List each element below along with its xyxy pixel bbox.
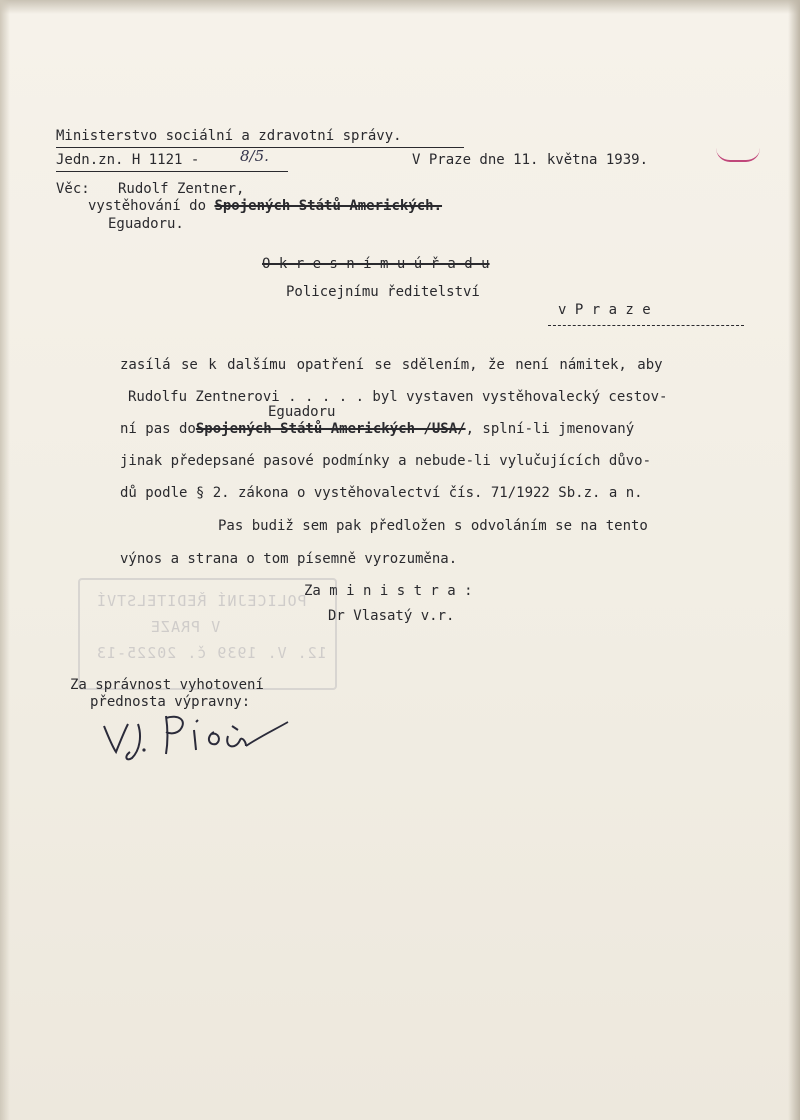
subject-name: Rudolf Zentner, <box>118 181 245 197</box>
body-line-3-prefix: ní pas do <box>120 421 196 437</box>
certification-line-2: přednosta výpravny: <box>90 694 251 710</box>
addressee-city: v P r a z e <box>558 302 651 318</box>
reference-underline <box>56 171 288 172</box>
body-line-3-struck: Spojených Států Amerických /USA/ <box>195 421 466 437</box>
emigration-struck-destination: Spojených Států Amerických. <box>214 198 443 214</box>
ministry-name: Ministerstvo sociální a zdravotní správy. <box>56 128 402 144</box>
reference-number: Jedn.zn. H 1121 - <box>56 152 200 168</box>
stamp-line-3: 12. V. 1939 č. 20225-13 <box>96 644 327 662</box>
minister-signature-name: Dr Vlasatý v.r. <box>328 608 455 624</box>
for-minister: Za m i n i s t r a : <box>304 583 473 599</box>
body-insert-eguadoru: Eguadoru <box>268 404 336 420</box>
body-para2-line-1: Pas budiž sem pak předložen s odvoláním se na tento <box>218 518 648 534</box>
addressee-office: Policejnímu ředitelství <box>286 284 480 300</box>
body-line-3-suffix: , splní-li jmenovaný <box>465 421 635 437</box>
handwritten-signature <box>96 706 296 766</box>
paper-edge-top <box>0 0 800 14</box>
addressee-struck: O k r e s n í m u ú ř a d u <box>262 256 490 272</box>
paper-edge-right <box>788 0 800 1120</box>
body-line-1: zasílá se k dalšímu opatření se sdělením, že není námitek, aby <box>120 357 663 373</box>
emigration-line <box>88 198 442 214</box>
paper-edge-left <box>0 0 10 1120</box>
stamp-line-2: V PRAZE <box>150 618 221 636</box>
handwritten-signature-text: v.z. Píša <box>96 764 102 765</box>
reference-handwritten: 8/5. <box>240 147 269 165</box>
subject-label: Věc: <box>56 181 90 197</box>
body-line-2: Rudolfu Zentnerovi . . . . . byl vystaven vystěhovalecký cestov- <box>128 389 668 405</box>
body-line-5: dů podle § 2. zákona o vystěhovalectví čís. 71/1922 Sb.z. a n. <box>120 485 643 501</box>
addressee-dash-underline <box>548 325 744 326</box>
body-line-3 <box>120 421 634 437</box>
certification-line-1: Za správnost vyhotovení <box>70 677 264 693</box>
body-para2-line-2: výnos a strana o tom písemně vyrozuměna. <box>120 551 458 567</box>
emigration-correction: Eguadoru. <box>108 216 184 232</box>
stamp-line-1: POLICEJNÍ ŘEDITELSTVÍ <box>96 592 307 610</box>
body-line-4: jinak předepsané pasové podmínky a nebude-li vylučujících důvo- <box>120 453 652 469</box>
place-date: V Praze dne 11. května 1939. <box>412 152 649 168</box>
emigration-prefix: vystěhování do <box>88 198 207 214</box>
